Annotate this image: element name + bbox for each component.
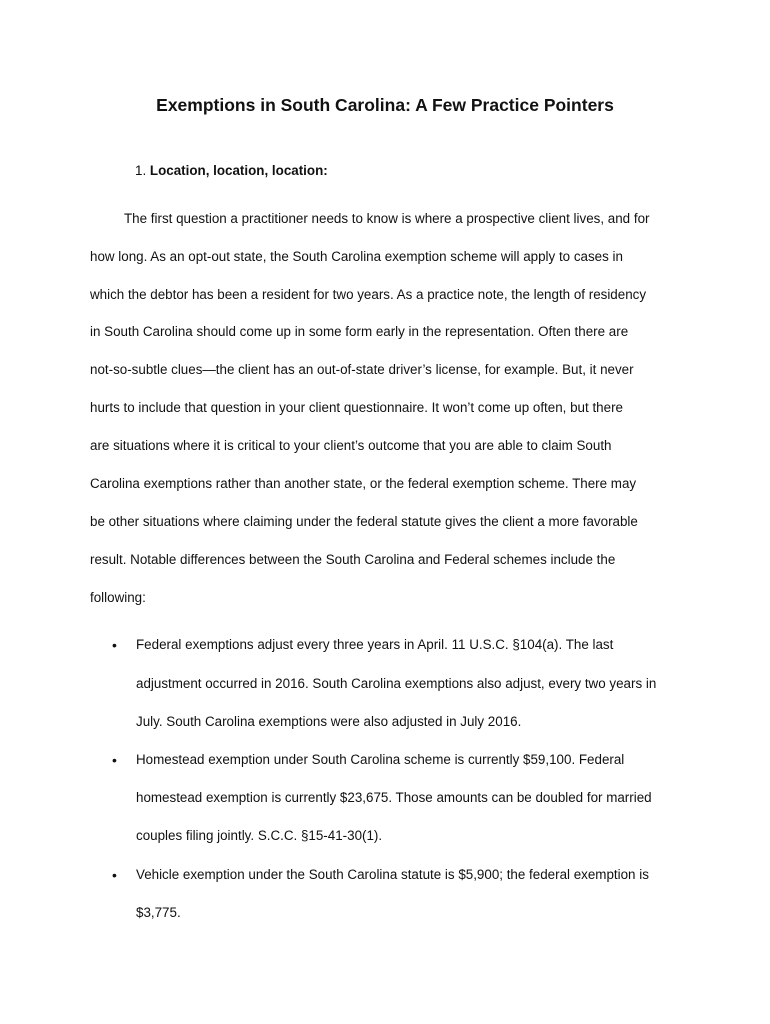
bullet-icon: • [112, 752, 117, 768]
bullet-icon: • [112, 867, 117, 883]
paragraph-line: are situations where it is critical to your client’s outcome that you are able to claim South [90, 438, 612, 453]
paragraph-line: not-so-subtle clues—the client has an out-of-state driver’s license, for example. But, it never [90, 362, 634, 377]
bullet-line: adjustment occurred in 2016. South Carolina exemptions also adjust, every two years in [136, 676, 657, 691]
paragraph-line: result. Notable differences between the South Carolina and Federal schemes include the [90, 552, 616, 567]
bullet-line: Homestead exemption under South Carolina scheme is currently $59,100. Federal [136, 752, 625, 767]
bullet-line: $3,775. [136, 905, 181, 920]
paragraph-line: Carolina exemptions rather than another state, or the federal exemption scheme. There may [90, 476, 637, 491]
bullet-line: homestead exemption is currently $23,675. Those amounts can be doubled for married [136, 790, 652, 805]
paragraph-line: which the debtor has been a resident for two years. As a practice note, the length of residency [90, 287, 647, 302]
section-heading [135, 160, 328, 182]
paragraph-line: how long. As an opt-out state, the South Carolina exemption scheme will apply to cases in [90, 249, 623, 264]
paragraph-line: following: [90, 590, 146, 605]
bullet-line: Vehicle exemption under the South Carolina statute is $5,900; the federal exemption is [136, 867, 649, 882]
bullet-line: couples filing jointly. S.C.C. §15-41-30(1). [136, 828, 383, 843]
paragraph-line: The first question a practitioner needs to know is where a prospective client lives, and for [124, 211, 650, 226]
bullet-line: Federal exemptions adjust every three years in April. 11 U.S.C. §104(a). The last [136, 637, 614, 652]
bullet-icon: • [112, 637, 117, 653]
section-heading-text: Location, location, location: [149, 163, 328, 178]
document-title: Exemptions in South Carolina: A Few Practice Pointers [156, 95, 614, 115]
paragraph-line: hurts to include that question in your client questionnaire. It won’t come up often, but there [90, 400, 623, 415]
section-number: 1. [135, 163, 147, 178]
paragraph-line: be other situations where claiming under the federal statute gives the client a more favorable [90, 514, 638, 529]
paragraph-line: in South Carolina should come up in some form early in the representation. Often there are [90, 324, 629, 339]
bullet-line: July. South Carolina exemptions were also adjusted in July 2016. [136, 714, 522, 729]
